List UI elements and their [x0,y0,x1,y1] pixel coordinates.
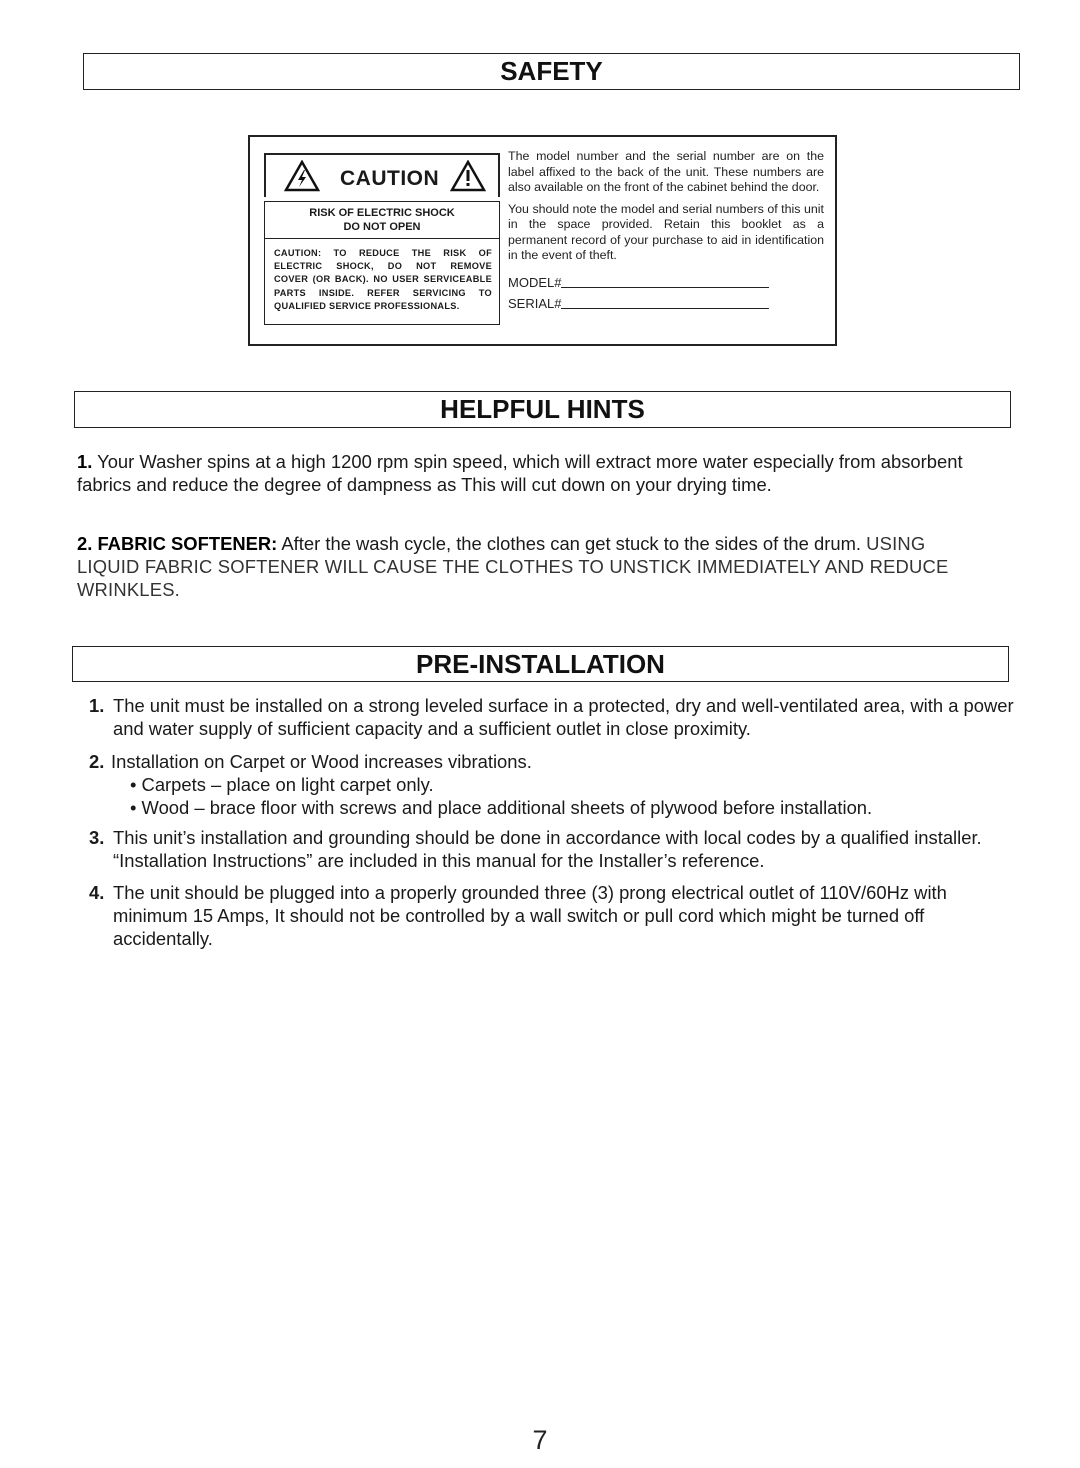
pre-install-item [89,881,989,950]
warning-line: COVER (OR BACK). NO USER SERVICEABLE [274,274,492,285]
hint-heading: FABRIC SOFTENER: [97,533,278,554]
helpful-hints-section-title: HELPFUL HINTS [74,391,1011,428]
item-number: 2. [89,751,105,772]
warning-line: CAUTION: TO REDUCE THE RISK OF [274,248,492,258]
caution-warning-text [264,239,500,325]
label-info-paragraph: You should note the model and serial numbers of this unit in the space provided. Retain this booklet as a permanent record of your purchase to aid in identification in the event of theft. [508,201,824,262]
serial-blank-line [561,308,769,309]
hint-uppercase-text: USING LIQUID FABRIC SOFTENER WILL CAUSE THE CLOTHES TO UNSTICK IMMEDIATELY AND REDUCE WRINKLES. [77,533,949,600]
item-number: 3. [89,827,105,848]
warning-line: QUALIFIED SERVICE PROFESSIONALS. [274,300,460,311]
warning-line: PARTS INSIDE. REFER SERVICING TO [274,287,492,298]
model-label: MODEL# [508,275,562,290]
label-info-text [508,149,824,312]
hint-number: 1. [77,451,93,472]
hint-number: 2. [77,533,93,554]
warning-line: ELECTRIC SHOCK, DO NOT REMOVE [274,261,492,272]
caution-word: CAUTION [340,167,440,190]
item-text: The unit must be installed on a strong leveled surface in a protected, dry and well-ventilated area, with a power and water supply of sufficient capacity and a sufficient outlet in close proximity. [113,695,1014,739]
serial-number-field [508,291,824,312]
model-number-field [508,270,824,291]
pre-install-item [89,826,1024,872]
label-info-paragraph: The model number and the serial number are on the label affixed to the back of the unit. These numbers are also available on the front of the cabinet behind the door. [508,149,824,194]
model-blank-line [561,287,769,288]
item-text: The unit should be plugged into a properly grounded three (3) prong electrical outlet of 110V/60Hz with minimum 15 Amps, It should not be controlled by a wall switch or pull cord which might be turned off accidentally. [113,882,947,949]
electric-shock-warning-icon [284,160,320,192]
hint-item [77,450,987,496]
risk-line: RISK OF ELECTRIC SHOCK [309,207,455,219]
exclamation-warning-icon [450,160,486,192]
item-number: 1. [89,695,105,716]
bullet-item: • Wood – brace floor with screws and place additional sheets of plywood before installation. [130,797,873,818]
pre-install-item [89,694,1024,740]
page-number: 7 [532,1425,548,1455]
safety-section-title: SAFETY [83,53,1020,90]
item-text: Installation on Carpet or Wood increases vibrations. [111,751,532,772]
serial-label: SERIAL# [508,296,562,311]
pre-install-item [89,750,1024,819]
caution-label [264,153,500,326]
pre-installation-section-title: PRE-INSTALLATION [72,646,1009,682]
hint-text: Your Washer spins at a high 1200 rpm spin speed, which will extract more water especially from absorbent fabrics and reduce the degree of dampness as This will cut down on your drying time. [77,451,963,495]
hint-text: After the wash cycle, the clothes can get stuck to the sides of the drum. [281,533,862,554]
caution-header [264,153,500,197]
risk-of-shock-notice [264,201,500,239]
do-not-open-line: DO NOT OPEN [343,221,421,233]
item-number: 4. [89,882,105,903]
bullet-item: • Carpets – place on light carpet only. [130,774,434,795]
item-text: This unit’s installation and grounding should be done in accordance with local codes by a qualified installer. “Installation Instructions” are included in this manual for the Installer’s reference. [113,827,982,871]
hint-item [77,532,987,601]
